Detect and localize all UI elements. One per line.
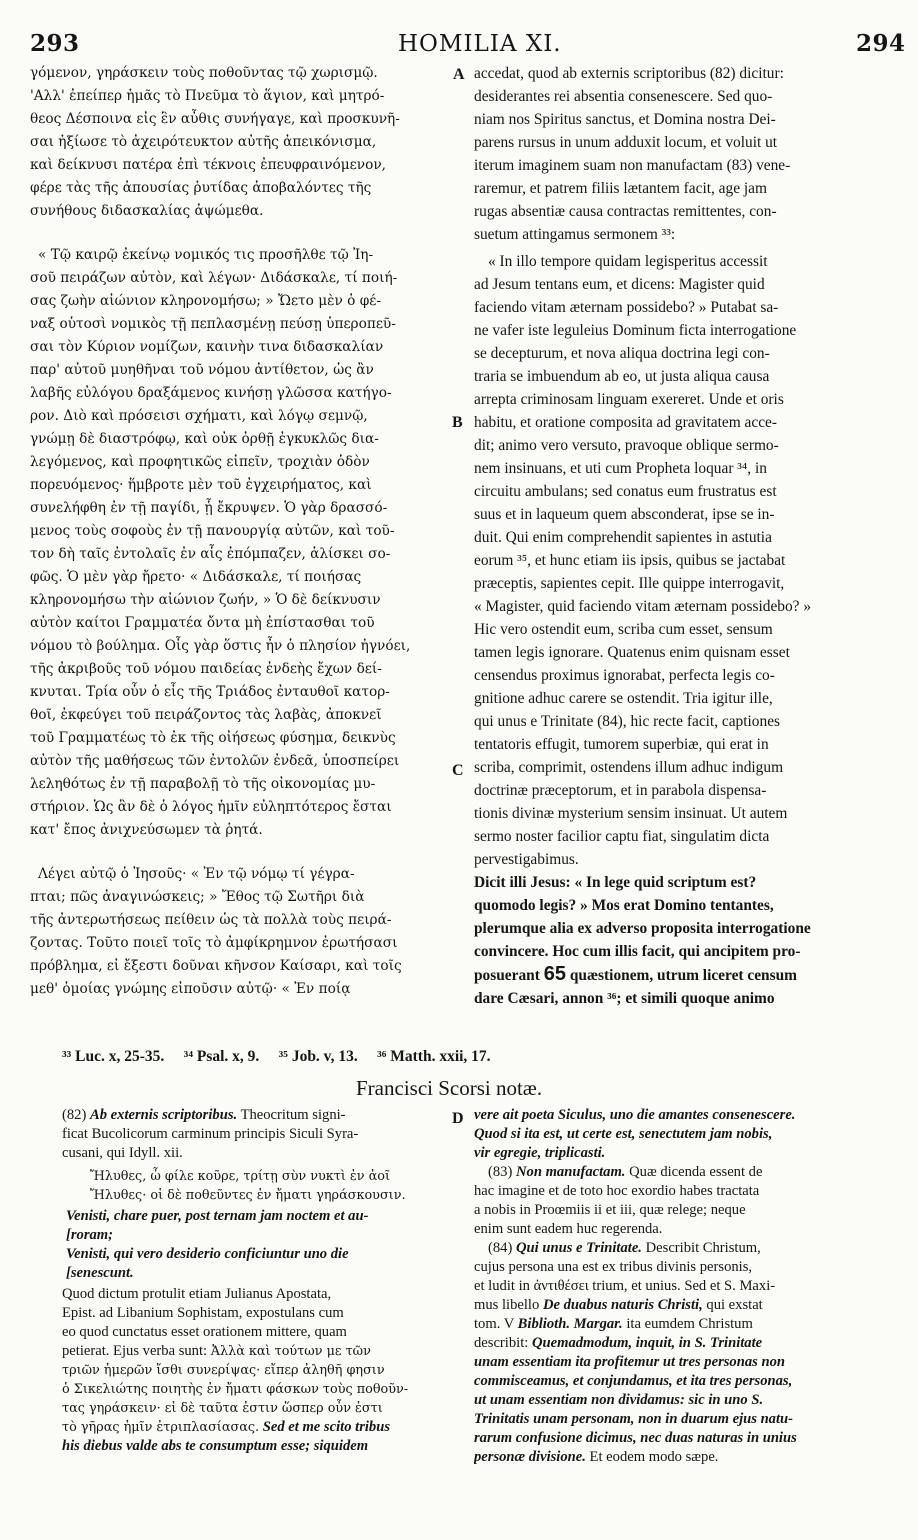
note-84-lemma: Qui unus e Trinitate. (515, 1240, 642, 1256)
greek-column (30, 62, 448, 1027)
latin-paragraph-3b: quæstionem, utrum liceret censum dare Cæsari, annon ³⁶; et simili quoque animo (474, 967, 797, 1007)
notes-title: Francisci Scorsi notæ. (356, 1076, 543, 1100)
note-84-label: (84) (488, 1240, 513, 1256)
margin-letter-c: C (452, 762, 464, 779)
greek-paragraph-3: Λέγει αὐτῷ ὁ Ἰησοῦς· « Ἐν τῷ νόμῳ τί γέγρα- πται; πῶς ἀναγινώσκεις; » Ἔθος τῷ Σωτῆρι διὰ τῆς ἀντερωτήσεως πείθειν ὡς τὰ πολλὰ τοὺς πειρά- ζοντας. Τοῦτο ποιεῖ τοῖς τὸ ἀμφίκρημνον ἐρωτήσασι πρόβλημα, εἰ ἔξεστι δοῦναι κῆνσον Καίσαρι, καὶ τοῖς μεθ' ὁμοίας γνώμης εἰποῦσιν αὐτῷ· « Ἐν ποίᾳ (30, 866, 402, 997)
note-82-julian-greek: Ἀλλὰ καὶ τούτων με τῶν τριῶν ἡμερῶν ἴσθι συνερίψας· εἴπερ ἀληθῆ φησιν ὁ Σικελιώτης ποιητὴς ἐν ἤματι φάσκων τοὺς ποθοῦν- τας γηράσκειν· εἰ δὲ ταῦτα ἐστιν ὥσπερ οὖν ἐστι τὸ γῆρας ἡμῖν ἐτριπλασίασας. (62, 1344, 409, 1435)
note-84-text: Describit Christum, cujus persona una est ex tribus divinis personis, et ludit in ἀντιθέσει trium, et unius. Sed et S. Maxi- mus libello (474, 1240, 776, 1313)
latin-column (474, 62, 878, 1027)
notes-right-column (474, 1106, 878, 1526)
greek-paragraph-2: « Τῷ καιρῷ ἐκείνῳ νομικός τις προσῆλθε τῷ Ἰη- σοῦ πειράζων αὐτὸν, καὶ λέγων· Διδάσκαλε, τί ποιή- σας ζωὴν αἰώνιον κληρονομήσω; » Ὤετο μὲν ὁ φέ- ναξ οὑτοσὶ νομικὸς τῇ πεπλασμένῃ πεύσῃ ὑπεροπεῦ- σαι τὸν Κύριον νομίζων, καινὴν τινα διδασκαλίαν παρ' αὐτοῦ μυηθῆναι τοῦ νόμου ἀντίθετον, ὡς ἂν λαβῆς εὐλόγου δραξάμενος κινήσῃ γλῶσσα κατήγο- ρον. Διὸ καὶ πρόσεισι σχήματι, καὶ λόγῳ σεμνῷ, γνώμῃ δὲ διαστρόφῳ, καὶ οὐκ ὀρθῇ ἐγκυκλῶς δια- λεγόμενος, καὶ προφητικῶς εἰπεῖν, τροχιὰν ὁδὸν πορευόμενος· ἥμβροτε μὲν τοῦ ἐγχειρήματος, καὶ συνελήφθη ἐν τῇ παγίδι, ᾗ ἔκρυψεν. Ὁ γὰρ δρασσό- μενος τοὺς σοφοὺς ἐν τῇ πανουργίᾳ αὐτῶν, καὶ τοῦ- τον δὴ ταῖς ἐντολαῖς ἐν αἷς ἐπόμπαζεν, ἁλίσκει σο- φῶς. Ὁ μὲν γὰρ ἤρετο· « Διδάσκαλε, τί ποιήσας κληρονομήσω τὴν αἰώνιον ζωήν, » Ὁ δὲ δείκνυσιν αὐτὸν καίτοι Γραμματέα ὄντα μὴ ἐπίστασθαι τοῦ νόμου τὸ βούλημα. Οἷς γὰρ ὅστις ἦν ὁ πλησίον ἠγνόει, τῆς ἀκριβοῦς τοῦ νόμου παιδείας ἐνδεὴς ἔχων δεί- κνυται. Τρία οὖν ὁ εἷς τῆς Τριάδος ἐνταυθοῖ κατορ- θοῖ, ἐκφεύγει τοῦ πειράζοντος τὰς λαβὰς, ἀποκνεῖ τοῦ Γραμματέως τὸ ἐκ τῆς οἰήσεως φύσημα, δεικνὺς αὐτὸν τῆς μαθήσεως τῶν ἐντολῶν ἐνδεᾶ, ὑποσπείρει λεληθότως ἐν τῇ παραβολῇ τὸ τῆς οἰκονομίας μυ- στήριον. Ὡς ἂν δὲ ὁ λόγος ἡμῖν εὐληπτότερος ἔσται κατ' ἔπος ἀνιχνεύσωμεν τὰ ῥητά. (30, 247, 411, 838)
note-82-label: (82) (62, 1107, 87, 1123)
note-84-quote: Quemadmodum, inquit, in S. Trinitate unam essentiam ita profitemur ut tres personas non commisceamus, et conjundamus, et ita tres personas, ut unam essentiam non dividamus: sic in uno S. Trinitatis unam personam, non in duarum ejus natu- rarum confusione dicimus, nec duas naturas in unius personæ divisione. (474, 1335, 797, 1465)
note-82-julian-text: Quod dictum protulit etiam Julianus Apostata, Epist. ad Libanium Sophistam, expostulans cum eo quod cunctatus esset orationem mittere, quam petierat. Ejus verba sunt: (62, 1286, 347, 1359)
note-84-biblio: Biblioth. Margar. (517, 1316, 623, 1332)
note-84 (474, 1239, 878, 1467)
margin-letter-d: D (452, 1110, 464, 1127)
scripture-references: ³³ Luc. x, 25-35. ³⁴ Psal. x, 9. ³⁵ Job. v, 13. ³⁶ Matth. xxii, 17. (62, 1048, 491, 1065)
notes-left-column (62, 1106, 446, 1526)
page-title: HOMILIA XI. (398, 31, 562, 57)
note-82-text: Theocritum signi- ficat Bucolicorum carminum principis Siculi Syra- cusani, qui Idyll. xii. (62, 1107, 359, 1161)
note-82 (62, 1106, 446, 1163)
margin-letter-a: A (453, 66, 465, 83)
note-82-end (474, 1106, 878, 1163)
note-83-label: (83) (488, 1164, 513, 1180)
note-84-title: De duabus naturis Christi, (542, 1297, 703, 1313)
note-82-continued (62, 1285, 446, 1456)
margin-letter-b: B (452, 414, 463, 431)
note-84-text-2: qui exstat tom. V (474, 1297, 763, 1332)
page-number-left: 293 (30, 30, 80, 57)
note-82-julian-latin: Sed et me scito tribus his diebus valde abs te consumptum esse; siquidem (62, 1419, 391, 1454)
note-83-lemma: Non manufactam. (515, 1164, 626, 1180)
latin-paragraph-2: « In illo tempore quidam legisperitus accessit ad Jesum tentans eum, et dicens: Magister quid faciendo vitam æternam possidebo? » Putabat sa- ne vafer iste leguleius Dominum ficta interrogatione se decepturum, et nova aliqua doctrina legi con- traria se imbuendum ab eo, ut justa aliqua causa arrepta criminosam linguam exereret. Unde et oris habitu, et oratione composita ad gravitatem acce- dit; animo vero versuto, pravoque oblique sermo- nem insinuans, et uti cum Propheta loquar ³⁴, in circuitu ambulans; sed conatus eum frustratus est suus et in laqueum quem absconderat, ipse se in- duit. Qui enim comprehendit sapientes in astutia eorum ³⁵, et hunc etiam iis ipsis, quibus se jactabat præceptis, sapientes cepit. Ille quippe interrogavit, « Magister, quid faciendo vitam æternam possidebo? » Hic vero ostendit eum, scriba cum esset, sensum tamen legis ignorare. Quatenus enim quisnam esset censendus proximus ignorabat, perfecta legis co- gnitione adhuc carere se ostendit. Tria igitur ille, qui unus e Trinitate (84), hic recte facit, captiones tentatoris effugit, tumorem superbiæ, qui erat in scriba, comprimit, ostendens illum adhuc indigum doctrinæ præceptorum, et in parabola dispensa- tionis divinæ mysterium sensim insinuat. Ut autem sermo noster facilior captu fiat, singulatim dicta pervestigabimus. (474, 253, 812, 868)
note-82-end-text: vere ait poeta Siculus, uno die amantes consenescere. Quod si ita est, ut certe est, senectutem jam nobis, vir egregie, triplicasti. (474, 1107, 796, 1161)
note-82-lemma: Ab externis scriptoribus. (89, 1107, 238, 1123)
note-84-end: Et eodem modo sæpe. (589, 1449, 719, 1465)
note-84-text-3: ita eumdem Christum describit: (474, 1316, 753, 1351)
column-number: 65 (543, 963, 566, 985)
note-83 (474, 1163, 878, 1239)
theocritus-verse-latin: Venisti, chare puer, post ternam jam noctem et au- [roram; Venisti, qui vero desiderio conficiuntur uno die [senescunt. (66, 1208, 369, 1281)
greek-paragraph-1: γόμενον, γηράσκειν τοὺς ποθοῦντας τῷ χωρισμῷ. 'Αλλ' ἐπείπερ ἡμᾶς τὸ Πνεῦμα τὸ ἅγιον, καὶ μητρό- θεος Δέσποινα εἰς ἓν αὖθις συνήγαγε, καὶ προσκυνῆ- σαι ἠξίωσε τὸ ἀχειρότευκτον αὐτῆς ἀπεικόνισμα, καὶ δείκνυσι πατέρα ἐπὶ τέκνοις ἐπευφραινόμενον, φέρε τὰς τῆς ἀπουσίας ῥυτίδας ἀποβαλόντες τῆς συνήθους διδασκαλίας ἀψώμεθα. (30, 65, 400, 219)
latin-paragraph-3a: Dicit illi Jesus: « In lege quid scriptum est? quomodo legis? » Mos erat Domino tentantes, plerumque alia ex adverso proposita interrogatione convincere. Hoc cum illis facit, qui ancipitem pro- posuerant (474, 874, 811, 984)
latin-paragraph-1: accedat, quod ab externis scriptoribus (82) dicitur: desiderantes rei absentia consenescere. Sed quo- niam nos Spiritus sanctus, et Domina nostra Dei- parens rursus in unum adduxit locum, et voluit ut iterum imaginem suam non manufactam (83) vene- raremur, et patrem filiis lætantem facit, age jam rugas absentiæ causa contractas remittentes, con- suetum attingamus sermonem ³³: (474, 65, 791, 243)
page-number-right: 294 (856, 30, 906, 57)
theocritus-verse-greek: Ἤλυθες, ὦ φίλε κοῦρε, τρίτῃ σὺν νυκτὶ ἐν ἀοῖ Ἤλυθες· οἱ δὲ ποθεῦντες ἐν ἤματι γηράσκουσιν. (90, 1169, 406, 1203)
note-83-text: Quæ dicenda essent de hac imagine et de toto hoc exordio habes tractata a nobis in Proœmiis ii et iii, quæ relege; neque enim sunt eadem huc regerenda. (474, 1164, 763, 1237)
